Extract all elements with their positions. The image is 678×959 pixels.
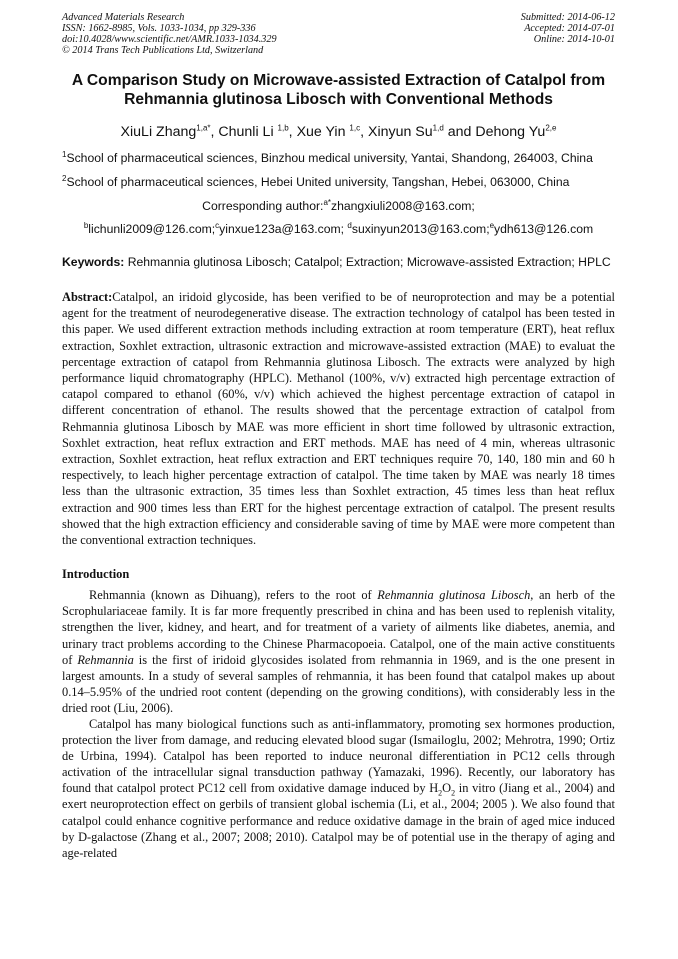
email-mark: d — [347, 220, 352, 230]
formula-subscript: 2 — [451, 788, 456, 798]
journal-issn: ISSN: 1662-8985, Vols. 1033-1034, pp 329-336 — [62, 23, 256, 34]
corresponding-label: Corresponding author: — [202, 199, 324, 213]
author-name: Dehong Yu — [475, 124, 546, 140]
author-separator: and — [443, 124, 476, 140]
keywords-text: Rehmannia glutinosa Libosch; Catalpol; Extraction; Microwave-assisted Extraction; HPLC — [127, 255, 611, 269]
online-date: Online: 2014-10-01 — [533, 34, 615, 45]
keywords — [62, 255, 615, 270]
affiliation-2 — [62, 175, 615, 190]
author-affiliation-mark: 1,b — [277, 123, 289, 133]
author-emails — [62, 222, 615, 237]
author-email[interactable]: lichunli2009@126.com; — [88, 222, 216, 236]
author-name: Xinyun Su — [367, 124, 433, 140]
affiliation-text: School of pharmaceutical sciences, Hebei United university, Tangshan, Hebei, 063000, China — [66, 175, 570, 189]
journal-header — [62, 12, 615, 56]
email-mark: e — [489, 220, 495, 230]
journal-copyright: © 2014 Trans Tech Publications Ltd, Switzerland — [62, 45, 264, 56]
intro-paragraph-2 — [62, 716, 615, 861]
genus-name: Rehmannia — [77, 652, 134, 667]
author-email[interactable]: suxinyun2013@163.com; — [351, 222, 490, 236]
email-mark: c — [215, 220, 220, 230]
formula-text: O — [442, 781, 452, 796]
paper-page — [62, 12, 615, 861]
abstract — [62, 289, 615, 548]
paper-title-line: A Comparison Study on Microwave-assisted Extraction of Catalpol from — [71, 72, 606, 89]
affiliation-number: 1 — [62, 149, 67, 159]
paragraph-text: Rehmannia (known as Dihuang), refers to the root of — [89, 588, 378, 603]
author-email[interactable]: ydh613@126.com — [494, 222, 594, 236]
paragraph-text: is the first of iridoid glycosides isolated from rehmannia in 1969, and is the one present in largest amounts. In a study of several samples of rehmannia, it has been found that catalpol makes up about 0.14–5.95% of the undried root content (depending on the growing conditions), with considerably less in the dried root (Liu, 2006). — [62, 652, 616, 715]
author-separator: , — [210, 124, 219, 140]
intro-paragraph-1 — [62, 587, 615, 716]
journal-doi: doi:10.4028/www.scientific.net/AMR.1033-1034.329 — [62, 34, 277, 45]
author-name: Xue Yin — [296, 124, 350, 140]
affiliation-1 — [62, 151, 615, 166]
author-name: XiuLi Zhang — [120, 124, 197, 140]
paper-title — [62, 71, 615, 109]
author-affiliation-mark: 1,a* — [196, 123, 211, 133]
paragraph-text: in vitro (Jiang et al., 2004) and exert neuroprotection effect on gerbils of transient global ischemia (Li, et al., 2004; 2005 ). We also found that catalpol could enhance cognitive performance and reduce oxidative damage in the brain of aged mice induced by D-galactose (Zhang et al., 2007; 2008; 2010). Catalpol may be of potential use in the therapy of aging and age-related — [62, 781, 615, 860]
keywords-label: Keywords: — [62, 255, 125, 269]
publication-dates — [521, 12, 615, 56]
submitted-date: Submitted: 2014-06-12 — [520, 12, 615, 23]
author-separator: , — [360, 124, 368, 140]
author-affiliation-mark: 1,c — [349, 123, 361, 133]
paper-title-line: Rehmannia glutinosa Libosch with Conventional Methods — [124, 91, 553, 108]
journal-name: Advanced Materials Research — [62, 12, 185, 23]
paragraph-text: , an herb of the Scrophulariaceae family. It is far more frequently prescribed in china and has been used to replenish vitality, strengthen the liver, kidney, and heart, and for treatment of a variety of ailments like diabetes, anemia, and urinary tract problems according to the Chinese Pharmacopoeia. Catalpol, one of the main active constituents of — [62, 588, 615, 667]
section-heading-introduction: Introduction — [62, 567, 130, 582]
accepted-date: Accepted: 2014-07-01 — [524, 23, 615, 34]
affiliation-text: School of pharmaceutical sciences, Binzhou medical university, Yantai, Shandong, 264003, China — [66, 151, 593, 165]
author-affiliation-mark: 2,e — [545, 123, 557, 133]
abstract-label: Abstract: — [62, 290, 113, 304]
corresponding-email[interactable]: zhangxiuli2008@163.com; — [331, 199, 475, 213]
corresponding-author — [62, 199, 615, 214]
paragraph-text: Catalpol has many biological functions such as anti-inflammatory, promoting sex hormones production, protection the liver from damage, and reducing elevated blood sugar (Ismailoglu, 2002; Mehrotra, 1990; Ortiz de Urbina, 1994). Catalpol has been reported to induce neuronal differentiation in PC12 cells through activation of the intracellular signal transduction pathway (Yamazaki, 1996). Recently, our laboratory has found that catalpol protect PC12 cell from oxidative damage induced by H — [62, 717, 615, 796]
author-name: Chunli Li — [218, 124, 278, 140]
author-affiliation-mark: 1,d — [432, 123, 444, 133]
affiliation-number: 2 — [62, 173, 67, 183]
corresponding-mark: a* — [323, 197, 331, 207]
author-separator: , — [288, 124, 297, 140]
journal-info — [62, 12, 277, 56]
email-mark: b — [83, 220, 89, 230]
author-email[interactable]: yinxue123a@163.com; — [219, 222, 348, 236]
author-list — [62, 123, 615, 141]
formula-subscript: 2 — [438, 788, 443, 798]
species-name: Rehmannia glutinosa Libosch — [377, 588, 531, 603]
abstract-text: Catalpol, an iridoid glycoside, has been verified to be of neuroprotection and may be a potential agent for the treatment of neurodegenerative disease. The extraction technology of catalpol has been tested in this paper. We used different extraction methods including extraction at room temperature (ERT), heat reflux extraction, Soxhlet extraction, ultrasonic extraction and microwave-assisted extraction (MAE) to evaluat the percentage extraction of catapol from Rehmannia glutinosa Libosch. The extracts were analyzed by high performance liquid chromatography (HPLC). Methanol (100%, v/v) extracted high percentage extraction of catapol compared to ethanol (60%, v/v) which achieved the highest percentage extraction of catapol in different concentration of ethanol. The results showed that the percentage extraction of catalpol from Rehmannia glutinosa Libosch by MAE was more efficient in short time followed by ultrasonic extraction, Soxhlet extraction, heat reflux extraction and ERT methods. MAE has need of 4 min, whereas ultrasonic extraction, Soxhlet extraction, heat reflux extraction and ERT techniques require 70, 140, 180 min and 60 h respectively, to leach higher percentage extraction of catalpol. The time taken by MAE was nearly 18 times less than the ultrasonic extraction, 35 times less than Soxhlet extraction, 45 times less than heat reflux extraction and 900 times less than ERT for the highest percentage extraction of catalpol. The present results showed that the high extraction efficiency and considerable saving of time by MAE were more competent than the conventional extraction techniques. — [62, 290, 615, 548]
